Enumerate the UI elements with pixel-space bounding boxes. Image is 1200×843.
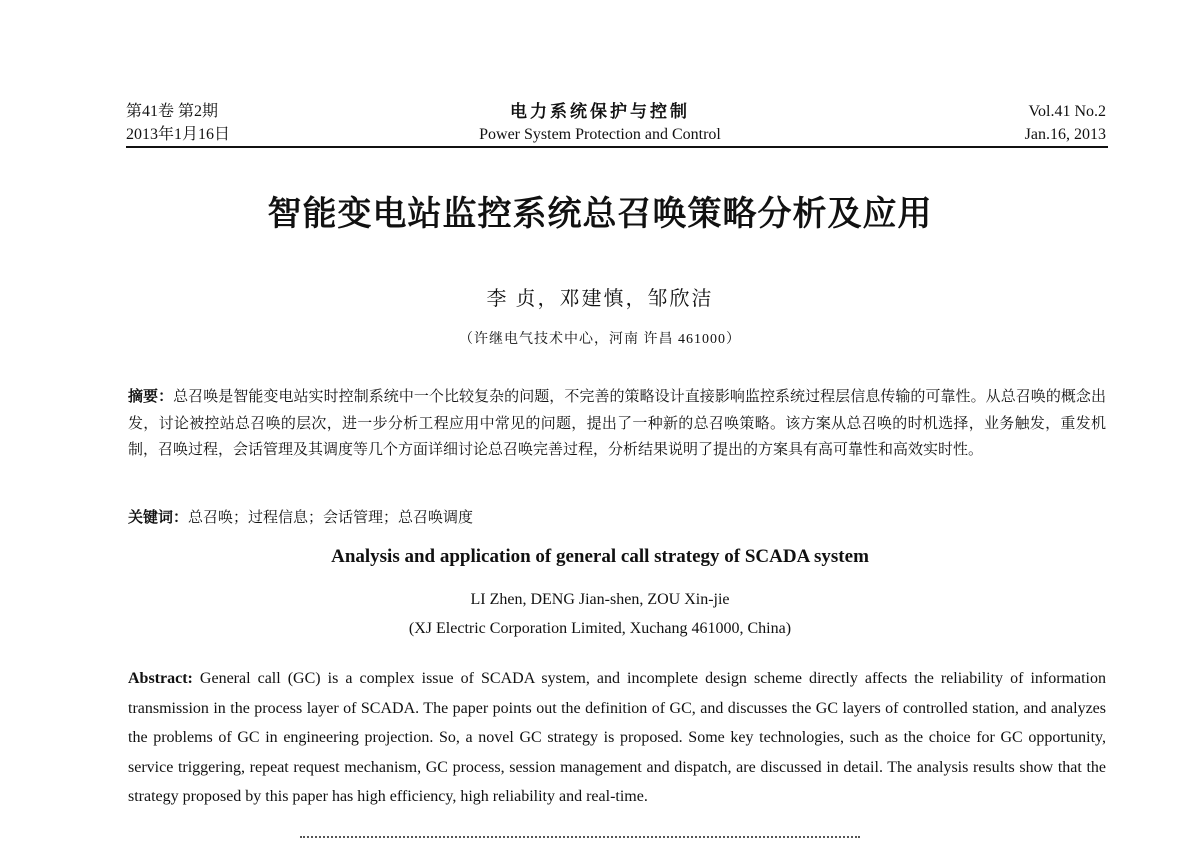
header-rule xyxy=(126,146,1108,148)
header-center xyxy=(0,100,1200,146)
volume-issue-cn: 第41卷 第2期 xyxy=(126,103,219,120)
keywords-cn xyxy=(128,506,1106,529)
affiliation-cn: （许继电气技术中心，河南 许昌 461000） xyxy=(459,332,741,347)
authors-cn: 李 贞，邓建慎，邹欣洁 xyxy=(486,288,714,310)
abstract-cn-label: 摘要： xyxy=(128,387,174,405)
abstract-en-label: Abstract: xyxy=(128,670,193,687)
abstract-cn xyxy=(128,383,1106,464)
cropped-next-line xyxy=(300,836,860,839)
paper-title-cn: 智能变电站监控系统总召唤策略分析及应用 xyxy=(267,194,933,234)
journal-name-en: Power System Protection and Control xyxy=(479,126,721,143)
authors-en: LI Zhen, DENG Jian-shen, ZOU Xin-jie xyxy=(470,591,730,608)
volume-issue-en: Vol.41 No.2 xyxy=(1028,103,1106,120)
journal-name-cn: 电力系统保护与控制 xyxy=(510,102,690,121)
keywords-cn-text: 总召唤；过程信息；会话管理；总召唤调度 xyxy=(188,510,474,526)
header-right xyxy=(1025,100,1106,146)
date-en: Jan.16, 2013 xyxy=(1024,126,1106,143)
abstract-en-text: General call (GC) is a complex issue of SCADA system, and incomplete design scheme directly affects the reliability of information transmission in the process layer of SCADA. The paper points out the definition of GC, and discusses the GC layers of controlled station, and analyzes the problems of GC in engineering projection. So, a novel GC strategy is proposed. Some key technologies, such as the choice for GC opportunity, service triggering, repeat request mechanism, GC process, session management and dispatch, are discussed in detail. The analysis results show that the strategy proposed by this paper has high efficiency, high reliability and real-time. xyxy=(128,670,1107,805)
abstract-cn-text: 总召唤是智能变电站实时控制系统中一个比较复杂的问题，不完善的策略设计直接影响监控系统过程层信息传输的可靠性。从总召唤的概念出发，讨论被控站总召唤的层次，进一步分析工程应用中常见的问题，提出了一种新的总召唤策略。该方案从总召唤的时机选择，业务触发，重发机制，召唤过程，会话管理及其调度等几个方面详细讨论总召唤完善过程，分析结果说明了提出的方案具有高可靠性和高效实时性。 xyxy=(128,389,1106,458)
affiliation-en: (XJ Electric Corporation Limited, Xuchang 461000, China) xyxy=(408,620,792,637)
keywords-cn-label: 关键词： xyxy=(128,508,189,526)
abstract-en xyxy=(128,664,1106,812)
paper-title-en: Analysis and application of general call strategy of SCADA system xyxy=(331,546,869,567)
date-cn: 2013年1月16日 xyxy=(126,126,231,143)
